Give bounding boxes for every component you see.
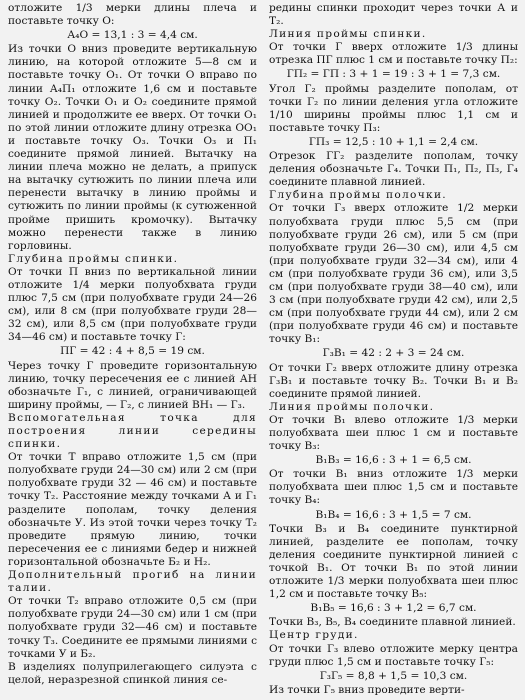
paragraph: От точки В₁ вниз отложите 1/3 мерки полуобхвата шеи плюс 1,5 см и поставьте точку В₄: xyxy=(269,468,518,507)
formula: ПГ = 42 : 4 + 8,5 = 19 см. xyxy=(60,345,205,358)
formula: В₁В₅ = 16,6 : 3 + 1,2 = 6,7 см. xyxy=(310,602,477,615)
section-heading: Глубина проймы спинки. xyxy=(8,252,179,265)
paragraph: От точки Г₃ влево отложите мерку центра груди плюс 1,5 см и поставьте точку Г₅: xyxy=(269,642,518,668)
section-heading: Вспомогательная точка для построения линии середины спинки. xyxy=(8,411,257,451)
formula: В₁В₄ = 16,6 : 3 + 1,5 = 7 см. xyxy=(315,508,472,521)
paragraph: редины спинки проходит через точки А и Т₂. xyxy=(269,2,518,28)
section-heading: Линия проймы спинки. xyxy=(269,28,427,41)
paragraph: От точки В₁ влево отложите 1/3 мерки полуобхвата шеи плюс 1 см и поставьте точку В₃: xyxy=(269,413,518,453)
paragraph: Точки В₃ и В₄ соедините пунктирной линией, разделите ее пополам, точку деления соедините пунктирной линией с точкой В₁. От точки В₁ по этой линии отложите 1/3 мерки полуобхвата шеи плюс 1,2 см и поставьте точку В₅: xyxy=(269,522,518,601)
section-heading: Центр груди. xyxy=(269,629,359,642)
formula: ГП₃ = 12,5 : 10 + 1,1 = 2,4 см. xyxy=(308,135,479,148)
formula: Г₃Г₅ = 8,8 + 1,5 = 10,3 см. xyxy=(319,669,468,682)
paragraph: От точки Г₃ вверх отложите 1/2 мерки полуобхвата груди плюс 5,5 см (при полуобхвате груди 26 см), или 5 см (при полуобхвате груди 26—30 см), или 4,5 см (при полуобхвате груди 32—34 см), или 4 см (при полуобхвате груди 36 см), или 3,5 см (при полуобхвате груди 38—40 см), или 3 см (при полуобхвате груди 42 см), или 2,5 см (при полуобхвате груди 44 см), или 2 см (при полуобхвате груди 46 см) и поставьте точку В₁: xyxy=(269,202,518,346)
right-column xyxy=(269,2,518,700)
paragraph: Точки В₃, В₅, В₄ соедините плавной линией. xyxy=(269,616,516,629)
formula: ГП₂ = ГП : 3 + 1 = 19 : 3 + 1 = 7,3 см. xyxy=(286,68,501,81)
formula: В₁В₃ = 16,6 : 3 + 1 = 6,5 см. xyxy=(315,454,472,467)
text-columns xyxy=(8,2,519,700)
section-heading: Дополнительный прогиб на линии талии. xyxy=(8,569,257,595)
paragraph: Через точку Г проведите горизонтальную линию, точку пересечения ее с линией АН обозначьте Г₁, с линией, ограничивающей ширину проймы, — Г₂, с линией ВН₁ — Г₃. xyxy=(8,359,257,411)
paragraph: отложите 1/3 мерки длины плеча и поставьте точку О: xyxy=(8,2,257,28)
section-heading: Глубина проймы полочки. xyxy=(269,189,447,202)
paragraph: От точки Г₂ вверх отложите длину отрезка Г₃В₁ и поставьте точку В₂. Точки В₁ и В₂ соедините прямой линией. xyxy=(269,361,518,400)
formula: А₄О = 13,1 : 3 = 4,4 см. xyxy=(67,29,198,42)
section-heading: Линия проймы полочки. xyxy=(269,400,435,413)
left-column xyxy=(8,2,257,700)
paragraph: Из точки Г₅ вниз проведите верти- xyxy=(269,683,465,696)
paragraph: От точки Г вверх отложите 1/3 длины отрезка ПГ плюс 1 см и поставьте точку П₂: xyxy=(269,41,518,67)
paragraph: От точки П вниз по вертикальной линии отложите 1/4 мерки полуобхвата груди плюс 7,5 см (при полуобхвате груди 24—26 см), или 8 см (при полуобхвате груди 28—32 см), или 8,5 см (при полуобхвате груди 34—46 см) и поставьте точку Г: xyxy=(8,265,257,344)
paragraph: От точки Т₂ вправо отложите 0,5 см (при полуобхвате груди 24—30 см) или 1 см (при полуобхвате груди 32—46 см) и поставьте точку Т₃. Соедините ее прямыми линиями с точками У и Б₂. xyxy=(8,595,257,660)
paragraph: В изделиях полуприлегающего силуэта с целой, неразрезной спинкой линия се- xyxy=(8,660,257,686)
paragraph: От точки Т вправо отложите 1,5 см (при полуобхвате груди 24—30 см) или 2 см (при полуобхвате груди 32 — 46 см) и поставьте точку Т₂. Расстояние между точками А и Г₁ разделите пополам, точку деления обозначьте У. Из этой точки через точку Т₂ проведите прямую линию, точки пересечения ее с линиями бедер и нижней горизонтальной обозначьте Б₂ и Н₂. xyxy=(8,451,257,568)
paragraph: Угол Г₂ проймы разделите пополам, от точки Г₂ по линии деления угла отложите 1/10 ширины проймы плюс 1,1 см и поставьте точку П₃: xyxy=(269,82,518,134)
formula: Г₃В₁ = 42 : 2 + 3 = 24 см. xyxy=(322,347,465,360)
paragraph: Отрезок ГГ₂ разделите пополам, точку деления обозначьте Г₄. Точки П₁, П₂, П₃, Г₄ соедините плавной линией. xyxy=(269,150,518,189)
paragraph: Из точки О вниз проведите вертикальную линию, на которой отложите 5—8 см и поставьте точку О₁. От точки О вправо по линии А₄П₁ отложите 1,6 см и поставьте точку О₂. Точки О₁ и О₂ соедините прямой линией и продолжите ее вверх. От точки О₁ по этой линии отложите длину отрезка ОО₁ и поставьте точку О₃. Точки О₃ и П₁ соедините прямой линией. Вытачку на линии плеча можно не делать, а припуск на вытачку сутюжить по линии плеча или перенести вытачку в линию проймы и сутюжить по линии проймы (к сутюженной пройме пришить кромочку). Вытачку можно перенести также в линию горловины. xyxy=(8,43,257,252)
